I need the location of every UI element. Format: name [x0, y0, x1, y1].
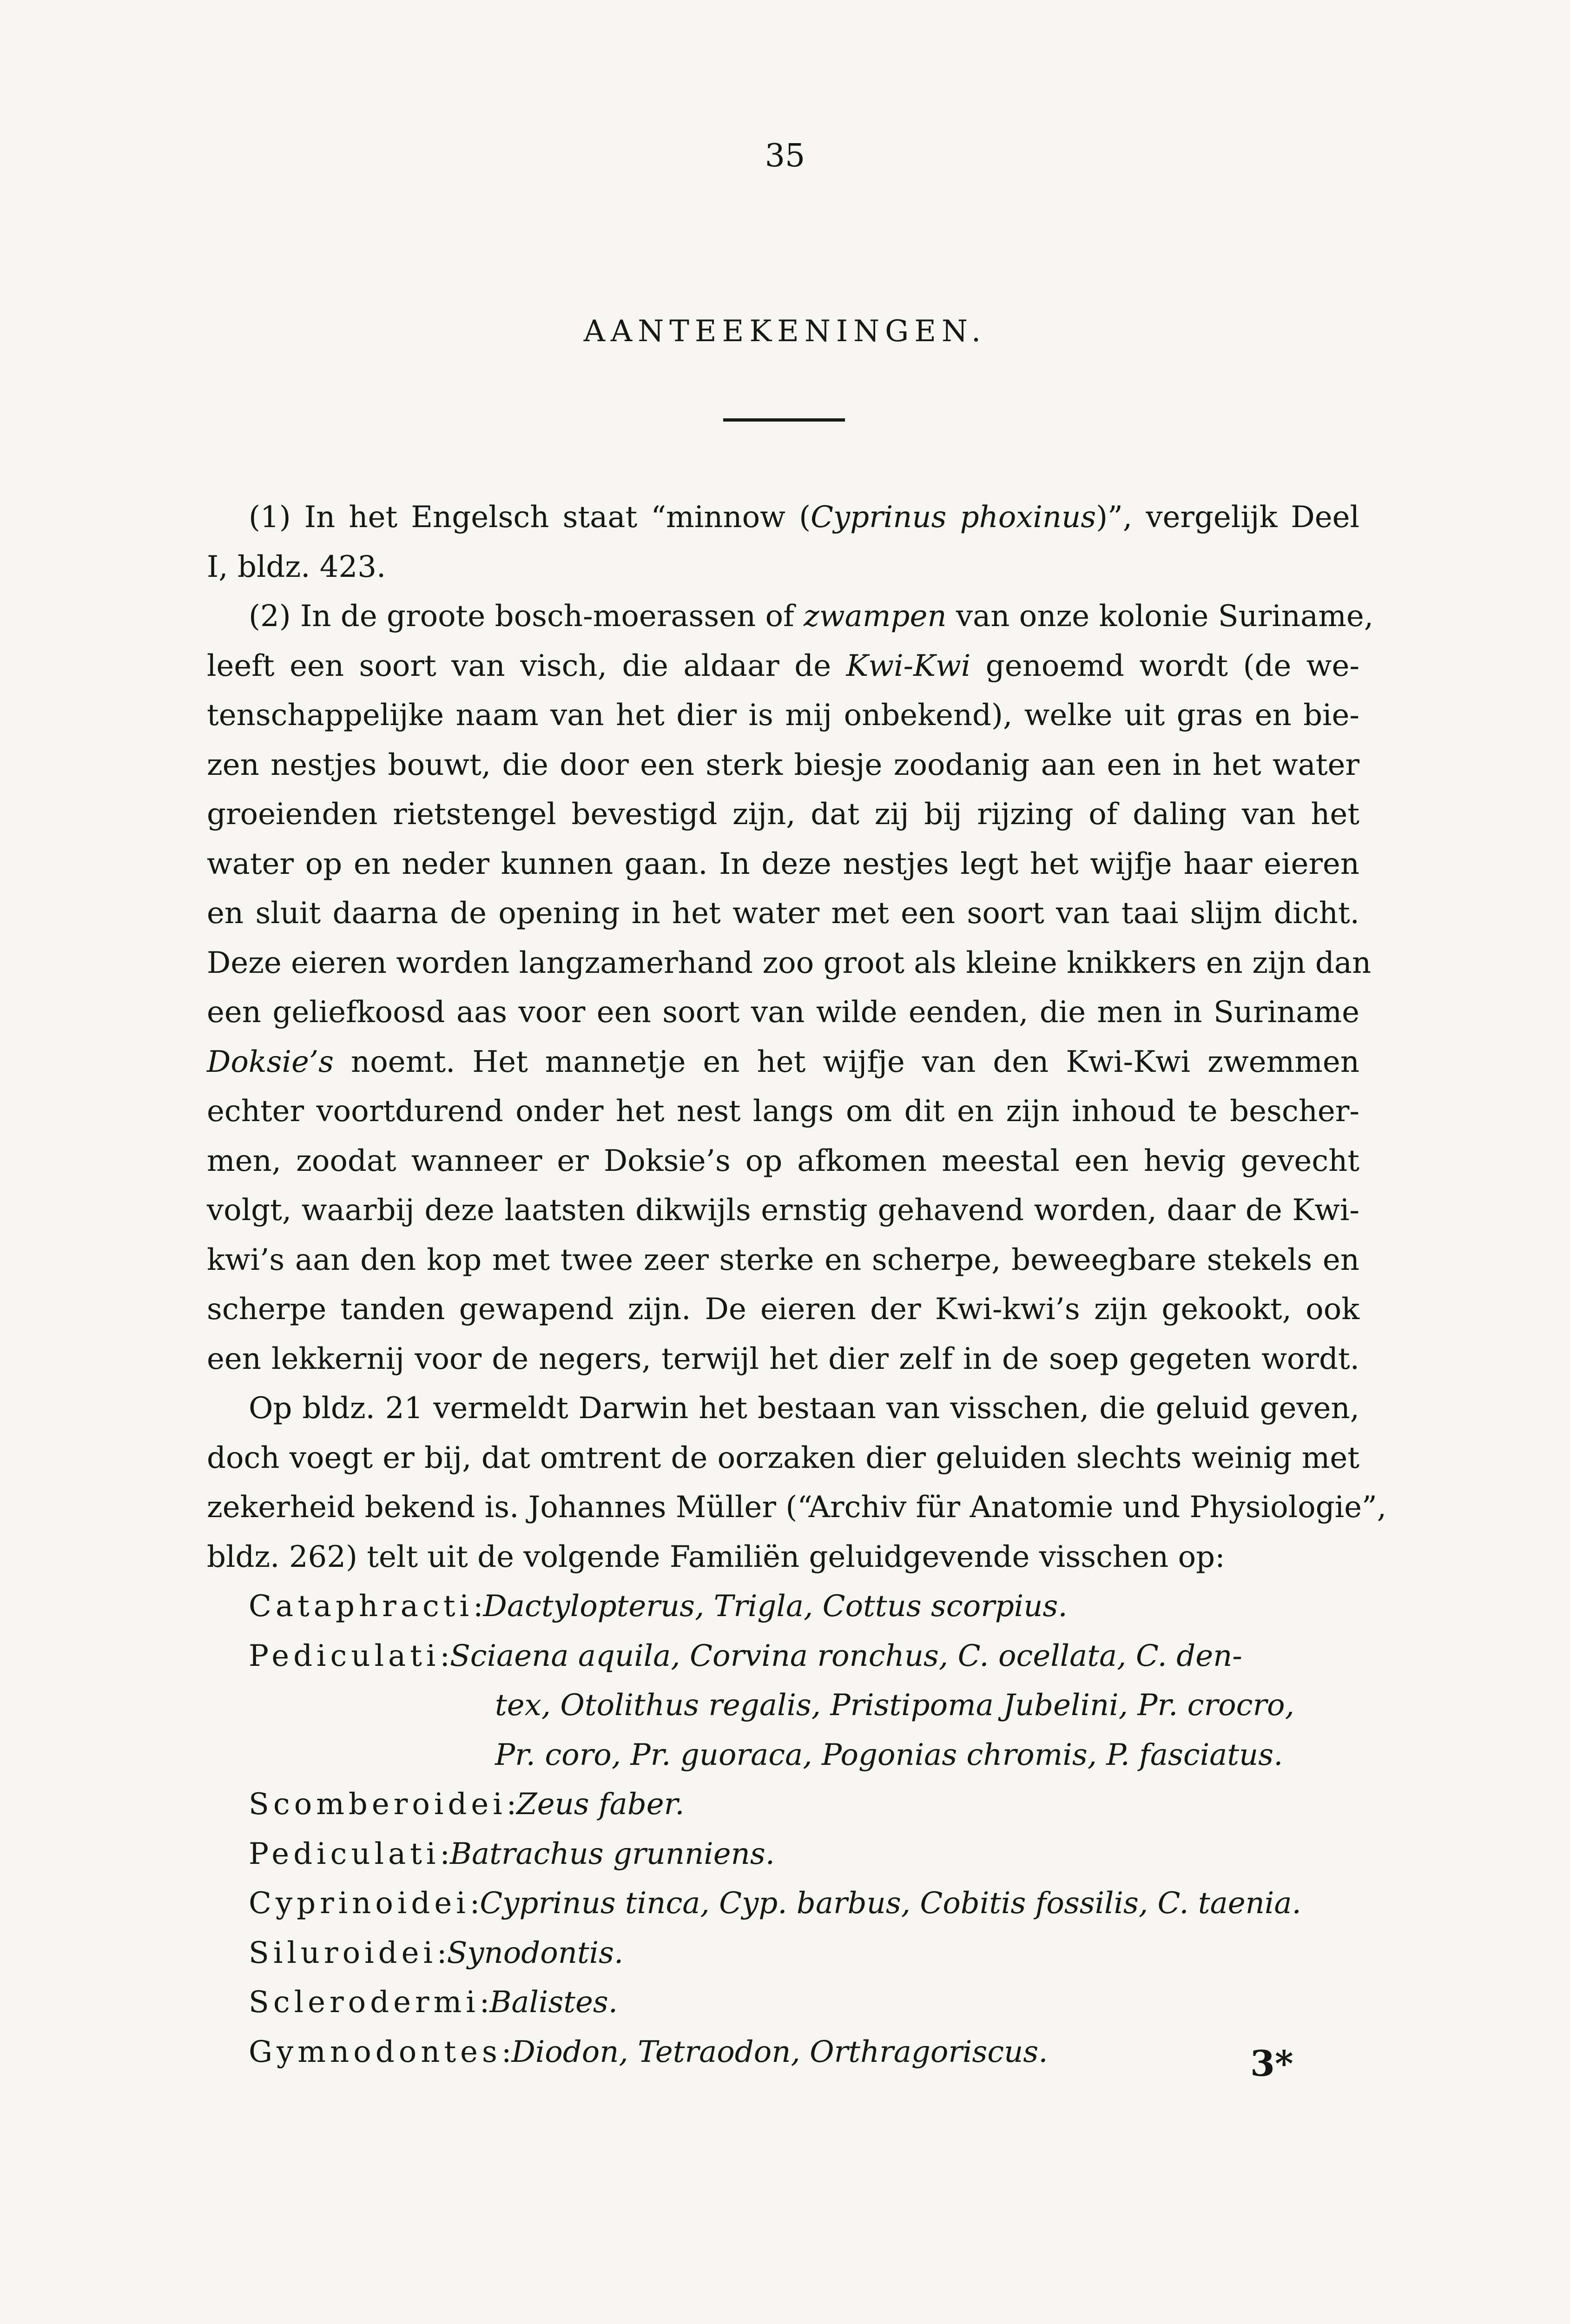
note2-line: leeft een soort van visch, die aldaar de Kwi-Kwi genoemd wordt (de we- [207, 648, 1360, 683]
notes-body [207, 493, 1387, 2077]
family-name: Siluroidei [249, 1935, 437, 1970]
heading-rule [723, 418, 845, 422]
page-number: 35 [765, 138, 805, 174]
note2-line: water op en neder kunnen gaan. In deze nestjes legt het wijfje haar eieren [207, 846, 1359, 881]
family-entry: Gymnodontes : Diodon, Tetraodon, Orthragoriscus. [249, 2034, 1048, 2069]
family-entry: Sclerodermi : Balistes. [249, 1985, 618, 2020]
para3-line: Op bldz. 21 vermeldt Darwin het bestaan van visschen, die geluid geven, [249, 1391, 1359, 1426]
family-name: Pediculati [249, 1836, 440, 1871]
family-name: Pediculati [249, 1638, 440, 1673]
family-species: Sciaena aquila, Corvina ronchus, C. ocellata, C. den- [449, 1638, 1242, 1673]
family-name: Scomberoidei [249, 1787, 507, 1822]
note2-line: zen nestjes bouwt, die door een sterk biesje zoodanig aan een in het water [207, 747, 1359, 782]
note1-line: (1) In het Engelsch staat “minnow (Cyprinus phoxinus)”, vergelijk Deel [249, 500, 1360, 535]
family-entry: Scomberoidei : Zeus faber. [249, 1787, 685, 1822]
note2-line: en sluit daarna de opening in het water met een soort van taai slijm dicht. [207, 896, 1359, 931]
species-name: Cyprinus phoxinus [811, 500, 1096, 535]
note2-line: (2) In de groote bosch-moerassen of zwampen van onze kolonie Suriname, [249, 599, 1374, 634]
family-species: Diodon, Tetraodon, Orthragoriscus. [511, 2034, 1048, 2069]
signature-mark: 3* [1250, 2043, 1293, 2084]
para3-line: zekerheid bekend is. Johannes Müller (“Archiv für Anatomie und Physiologie”, [207, 1490, 1387, 1525]
note2-line: een lekkernij voor de negers, terwijl het dier zelf in de soep gegeten wordt. [207, 1341, 1359, 1376]
note2-line: echter voortdurend onder het nest langs om dit en zijn inhoud te bescher- [207, 1094, 1359, 1129]
family-continuation: tex, Otolithus regalis, Pristipoma Jubelini, Pr. crocro, [495, 1688, 1294, 1723]
family-entry: Cyprinoidei : Cyprinus tinca, Cyp. barbus, Cobitis fossilis, C. taenia. [249, 1886, 1301, 1921]
para3-line: bldz. 262) telt uit de volgende Familiën geluidgevende visschen op: [207, 1539, 1225, 1574]
note2-line: volgt, waarbij deze laatsten dikwijls ernstig gehavend worden, daar de Kwi- [207, 1193, 1359, 1228]
para3-line: doch voegt er bij, dat omtrent de oorzaken dier geluiden slechts weinig met [207, 1440, 1359, 1475]
note2-line: tenschappelijke naam van het dier is mij onbekend), welke uit gras en bie- [207, 698, 1359, 733]
note2-line: een geliefkoosd aas voor een soort van wilde eenden, die men in Suriname [207, 995, 1359, 1030]
note2-line: Deze eieren worden langzamerhand zoo groot als kleine knikkers en zijn dan [207, 945, 1372, 980]
family-species: Batrachus grunniens. [449, 1836, 775, 1871]
family-entry: Pediculati : Sciaena aquila, Corvina ronchus, C. ocellata, C. den- [249, 1638, 1242, 1673]
note2-line: Doksie’s noemt. Het mannetje en het wijfje van den Kwi-Kwi zwemmen [207, 1044, 1359, 1079]
note2-line: kwi’s aan den kop met twee zeer sterke en scherpe, beweegbare stekels en [207, 1242, 1359, 1277]
family-entry: Pediculati : Batrachus grunniens. [249, 1836, 775, 1871]
family-species: Balistes. [489, 1985, 618, 2020]
family-name: Sclerodermi [249, 1985, 480, 2020]
family-entry: Siluroidei : Synodontis. [249, 1935, 624, 1970]
note2-line: scherpe tanden gewapend zijn. De eieren der Kwi-kwi’s zijn gekookt, ook [207, 1292, 1359, 1327]
family-name: Cyprinoidei [249, 1886, 470, 1921]
note2-line: men, zoodat wanneer er Doksie’s op afkomen meestal een hevig gevecht [207, 1143, 1359, 1178]
family-name: Gymnodontes [249, 2034, 501, 2069]
note1-line: I, bldz. 423. [207, 549, 386, 584]
family-entry: Cataphracti : Dactylopterus, Trigla, Cottus scorpius. [249, 1589, 1068, 1624]
family-species: Zeus faber. [516, 1787, 685, 1822]
family-species: Cyprinus tinca, Cyp. barbus, Cobitis fossilis, C. taenia. [480, 1886, 1301, 1921]
family-continuation: Pr. coro, Pr. guoraca, Pogonias chromis, P. fasciatus. [495, 1737, 1283, 1772]
family-name: Cataphracti [249, 1589, 473, 1624]
page-heading: AANTEEKENINGEN. [583, 314, 987, 349]
family-species: Synodontis. [447, 1935, 624, 1970]
family-species: Dactylopterus, Trigla, Cottus scorpius. [483, 1589, 1068, 1624]
note2-line: groeienden rietstengel bevestigd zijn, dat zij bij rijzing of daling van het [207, 797, 1359, 832]
